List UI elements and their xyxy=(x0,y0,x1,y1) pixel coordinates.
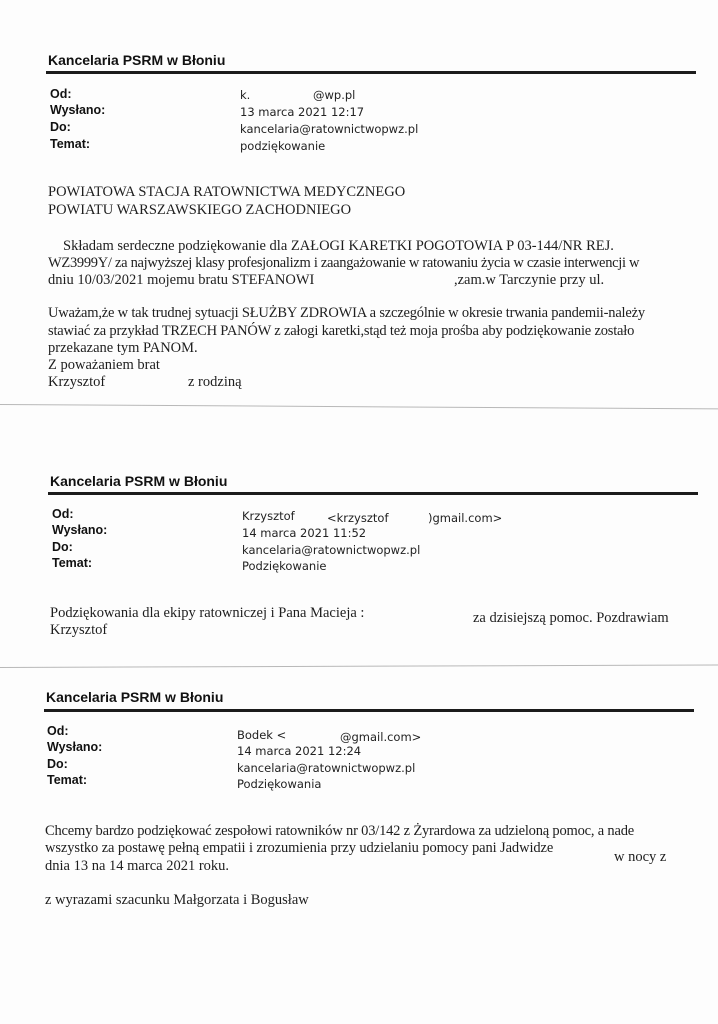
email-3-closing: z wyrazami szacunku Małgorzata i Bogusław xyxy=(45,892,309,908)
email-2-sent-value: 14 marca 2021 11:52 xyxy=(242,526,367,540)
email-2-from-email-start: <krzysztof xyxy=(327,511,389,525)
email-2-to-value: kancelaria@ratownictwopwz.pl xyxy=(242,543,421,557)
email-1-sent-label: Wysłano: xyxy=(50,103,106,117)
email-3-from-label: Od: xyxy=(47,724,69,738)
email-1-subject-label: Temat: xyxy=(50,137,91,151)
email-1-para-1-line-1: Składam serdeczne podziękowanie dla ZAŁOGI KARETKI POGOTOWIA P 03-144/NR REJ. xyxy=(63,238,614,254)
email-1-to-label: Do: xyxy=(50,120,71,134)
email-2-subject-value: Podziękowanie xyxy=(242,559,327,573)
email-1-para-2-line-2: stawiać za przykład TRZECH PANÓW z załogi karetki,stąd też moja prośba aby podziękowanie zostało xyxy=(48,323,635,339)
email-1-org-line-2: POWIATU WARSZAWSKIEGO ZACHODNIEGO xyxy=(48,202,352,218)
email-3-body-line-2-end: w nocy z xyxy=(614,849,667,865)
email-2-subject-label: Temat: xyxy=(52,556,93,570)
email-1-para-1-line-3a: dniu 10/03/2021 mojemu bratu STEFANOWI xyxy=(48,272,315,288)
email-2-body-start: Podziękowania dla ekipy ratowniczej i Pana Macieja : xyxy=(50,605,365,621)
email-3-sent-value: 14 marca 2021 12:24 xyxy=(237,744,362,758)
email-2-heading: Kancelaria PSRM w Błoniu xyxy=(50,473,228,489)
email-2-from-email-end: )gmail.com> xyxy=(428,511,503,525)
email-1-from-domain: @wp.pl xyxy=(313,88,356,102)
email-1-signature-family: z rodziną xyxy=(188,374,242,390)
email-1-signature-name: Krzysztof xyxy=(48,374,106,390)
email-3-subject-value: Podziękowania xyxy=(237,777,322,791)
email-2-to-label: Do: xyxy=(52,540,73,554)
email-3-body-line-3: dnia 13 na 14 marca 2021 roku. xyxy=(45,858,230,874)
email-1-heading: Kancelaria PSRM w Błoniu xyxy=(48,52,226,68)
email-1-closing: Z poważaniem brat xyxy=(48,357,160,373)
email-3-body-line-1: Chcemy bardzo podziękować zespołowi ratowników nr 03/142 z Żyrardowa za udzieloną pomoc, a nade xyxy=(45,823,634,839)
email-1 xyxy=(0,0,718,410)
email-1-para-2-line-3: przekazane tym PANOM. xyxy=(48,340,198,356)
email-1-sent-value: 13 marca 2021 12:17 xyxy=(240,105,365,119)
email-3-to-value: kancelaria@ratownictwopwz.pl xyxy=(237,761,416,775)
email-2-signature: Krzysztof xyxy=(50,622,108,638)
email-2-body-end: za dzisiejszą pomoc. Pozdrawiam xyxy=(473,610,669,626)
email-3-body-line-2-start: wszystko za postawę pełną empatii i zrozumienia przy udzielaniu pomocy pani Jadwidze xyxy=(45,840,554,856)
cut-line-2 xyxy=(0,664,718,668)
email-3-sent-label: Wysłano: xyxy=(47,740,103,754)
email-1-para-1-line-3b: ,zam.w Tarczynie przy ul. xyxy=(454,272,605,288)
email-3-header-rule xyxy=(44,709,694,712)
email-3-to-label: Do: xyxy=(47,757,68,771)
email-2-sent-label: Wysłano: xyxy=(52,523,108,537)
email-1-from-name: k. xyxy=(240,88,251,102)
email-1-para-2-line-1: Uważam,że w tak trudnej sytuacji SŁUŻBY ZDROWIA a szczególnie w okresie trwania pandemii-należy xyxy=(48,305,645,321)
email-2-from-name: Krzysztof xyxy=(242,509,295,523)
email-3-from-domain: @gmail.com> xyxy=(340,730,422,744)
email-1-para-1-line-2: WZ3999Y/ za najwyższej klasy profesjonalizm i zaangażowanie w ratowaniu życia w czasie interwencji w xyxy=(48,255,640,271)
email-3-subject-label: Temat: xyxy=(47,773,88,787)
email-1-org-line-1: POWIATOWA STACJA RATOWNICTWA MEDYCZNEGO xyxy=(48,184,406,200)
email-1-to-value: kancelaria@ratownictwopwz.pl xyxy=(240,122,419,136)
email-1-header-rule xyxy=(46,71,696,74)
email-1-subject-value: podziękowanie xyxy=(240,139,326,153)
email-1-from-label: Od: xyxy=(50,87,72,101)
email-3-from-name: Bodek < xyxy=(237,728,287,742)
email-3-heading: Kancelaria PSRM w Błoniu xyxy=(46,689,224,705)
email-2-header-rule xyxy=(48,492,698,495)
email-2-from-label: Od: xyxy=(52,507,74,521)
